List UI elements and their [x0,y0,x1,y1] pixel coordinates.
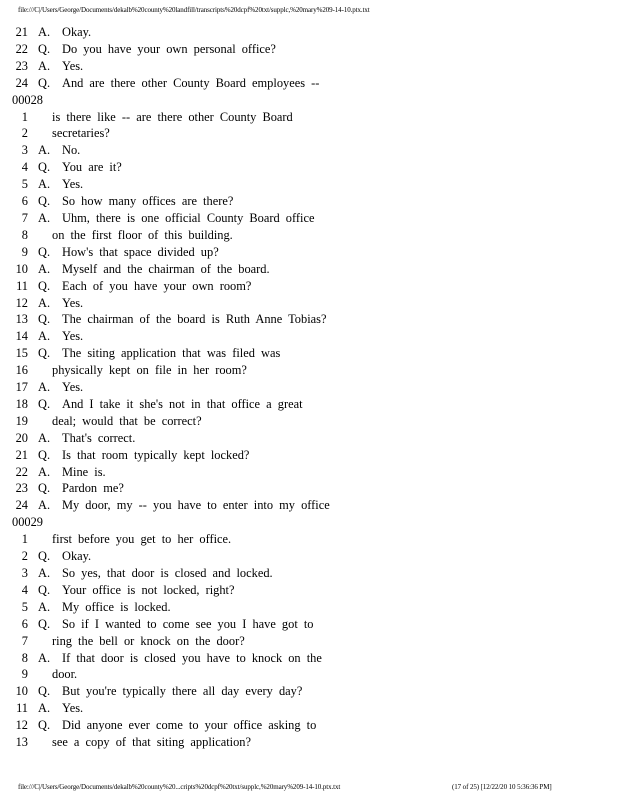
line-number: 1 [21,109,28,124]
transcript-line [12,616,612,633]
line-number: 12 [15,295,28,310]
transcript-line [12,210,612,227]
speaker-label: A. [38,177,51,192]
page-number-marker: 00028 [12,92,43,107]
page-info: (17 of 25) [12/22/20 10 5:36:36 PM] [452,783,552,791]
transcript-line [12,548,612,565]
transcript-line [12,345,612,362]
speaker-label: Q. [38,160,51,175]
transcript-line [12,447,612,464]
line-text: Uhm, there is one official County Board office [62,210,315,225]
line-number: 4 [21,160,28,175]
speaker-label: A. [38,380,51,395]
line-text: You are it? [62,160,122,175]
line-text: physically kept on file in her room? [52,363,247,378]
line-number: 21 [15,25,28,39]
line-number: 17 [15,380,28,395]
transcript-line [12,362,612,379]
line-number: 6 [21,194,28,209]
speaker-label: Q. [38,616,51,631]
speaker-label: A. [38,430,51,445]
transcript-line [12,75,612,92]
speaker-label: Q. [38,684,51,699]
line-number: 7 [21,633,28,648]
transcript-line [12,531,612,548]
transcript-line [12,109,612,126]
line-text: Is that room typically kept locked? [62,447,250,462]
line-number: 5 [21,177,28,192]
line-text: Okay. [62,549,92,564]
transcript-line [12,176,612,193]
transcript-body [12,24,612,751]
line-number: 3 [21,143,28,158]
transcript-line [12,24,612,41]
line-number: 1 [21,532,28,547]
line-number: 13 [15,735,28,750]
line-text: Each of you have your own room? [62,278,252,293]
line-text: And I take it she's not in that office a great [62,396,303,411]
line-text: Yes. [62,329,84,344]
transcript-line [12,480,612,497]
line-text: Pardon me? [62,481,124,496]
line-number: 20 [15,430,28,445]
line-text: first before you get to her office. [52,532,232,547]
transcript-line [12,58,612,75]
page-marker-line [12,92,612,109]
transcript-line [12,734,612,751]
transcript-line [12,666,612,683]
transcript-line [12,650,612,667]
line-text: ring the bell or knock on the door? [52,633,245,648]
transcript-line [12,159,612,176]
line-text: So if I wanted to come see you I have got to [62,616,314,631]
speaker-label: A. [38,25,51,39]
line-number: 14 [15,329,28,344]
speaker-label: Q. [38,447,51,462]
speaker-label: Q. [38,244,51,259]
line-number: 4 [21,582,28,597]
line-number: 6 [21,616,28,631]
line-number: 19 [15,413,28,428]
transcript-line [12,41,612,58]
line-text: The chairman of the board is Ruth Anne Tobias? [62,312,327,327]
transcript-line [12,311,612,328]
speaker-label: A. [38,143,51,158]
line-number: 10 [15,684,28,699]
line-number: 21 [15,447,28,462]
line-text: But you're typically there all day every day? [62,684,303,699]
transcript-line [12,683,612,700]
line-number: 13 [15,312,28,327]
line-text: on the first floor of this building. [52,227,233,242]
speaker-label: Q. [38,582,51,597]
line-number: 2 [21,549,28,564]
line-text: Did anyone ever come to your office asking to [62,718,317,733]
transcript-line [12,193,612,210]
speaker-label: A. [38,464,51,479]
line-number: 9 [21,244,28,259]
line-number: 11 [16,701,28,716]
transcript-line [12,278,612,295]
transcript-line [12,328,612,345]
line-number: 23 [15,481,28,496]
transcript-line [12,565,612,582]
speaker-label: A. [38,261,51,276]
line-text: Do you have your own personal office? [62,41,276,56]
speaker-label: A. [38,650,51,665]
line-number: 24 [15,498,28,513]
speaker-label: Q. [38,41,51,56]
speaker-label: Q. [38,194,51,209]
transcript-line [12,261,612,278]
transcript-line [12,430,612,447]
transcript-line [12,142,612,159]
speaker-label: A. [38,599,51,614]
line-text: Okay. [62,25,92,39]
transcript-line [12,295,612,312]
transcript-line [12,599,612,616]
line-text: door. [52,667,78,682]
speaker-label: Q. [38,396,51,411]
transcript-line [12,244,612,261]
line-text: And are there other County Board employees -- [62,75,320,90]
line-text: That's correct. [62,430,136,445]
transcript-line [12,700,612,717]
line-number: 16 [15,363,28,378]
line-number: 22 [15,464,28,479]
line-text: Your office is not locked, right? [62,582,235,597]
line-number: 8 [21,227,28,242]
speaker-label: A. [38,566,51,580]
page-number-marker: 00029 [12,515,43,530]
line-text: My office is locked. [62,599,171,614]
page-marker-line [12,514,612,531]
line-text: Yes. [62,380,84,395]
line-text: Yes. [62,177,84,192]
line-number: 10 [15,261,28,276]
speaker-label: A. [38,329,51,344]
line-number: 2 [21,126,28,141]
line-number: 23 [15,58,28,73]
transcript-line [12,464,612,481]
line-text: Myself and the chairman of the board. [62,261,270,276]
transcript-line [12,125,612,142]
speaker-label: Q. [38,718,51,733]
line-number: 9 [21,667,28,682]
line-number: 22 [15,41,28,56]
line-text: secretaries? [52,126,110,141]
line-text: Mine is. [62,464,106,479]
transcript-line [12,396,612,413]
speaker-label: A. [38,295,51,310]
line-number: 8 [21,650,28,665]
transcript-line [12,379,612,396]
line-text: If that door is closed you have to knock on the [62,650,322,665]
line-number: 15 [15,346,28,361]
speaker-label: Q. [38,75,51,90]
line-number: 11 [16,278,28,293]
speaker-label: Q. [38,549,51,564]
transcript-line [12,227,612,244]
line-text: So how many offices are there? [62,194,234,209]
line-number: 24 [15,75,28,90]
transcript-line [12,717,612,734]
line-text: is there like -- are there other County Board [52,109,293,124]
line-number: 7 [21,210,28,225]
speaker-label: A. [38,210,51,225]
line-number: 18 [15,396,28,411]
line-number: 12 [15,718,28,733]
line-text: Yes. [62,295,84,310]
speaker-label: A. [38,498,51,513]
transcript-line [12,497,612,514]
line-text: My door, my -- you have to enter into my office [62,498,330,513]
line-number: 5 [21,599,28,614]
transcript-line [12,582,612,599]
line-text: see a copy of that siting application? [52,735,251,750]
line-text: deal; would that be correct? [52,413,202,428]
transcript-line [12,633,612,650]
speaker-label: A. [38,701,51,716]
line-text: No. [62,143,81,158]
transcript-line [12,413,612,430]
line-text: The siting application that was filed was [62,346,281,361]
speaker-label: Q. [38,481,51,496]
file-path-footer: file:///C|/Users/George/Documents/dekalb%20county%20...cripts%20dcpf%20txt/supplc,%20mary%209-14-10.ptx.txt [18,783,341,791]
line-text: Yes. [62,701,84,716]
speaker-label: Q. [38,278,51,293]
speaker-label: Q. [38,312,51,327]
line-text: So yes, that door is closed and locked. [62,566,273,580]
file-path-header: file:///C|/Users/George/Documents/dekalb%20county%20landfill/transcripts%20dcpf%20txt/supplc,%20mary%209-14-10.ptx.txt [18,6,370,14]
speaker-label: Q. [38,346,51,361]
line-text: Yes. [62,58,84,73]
speaker-label: A. [38,58,51,73]
line-text: How's that space divided up? [62,244,219,259]
line-number: 3 [21,566,28,580]
